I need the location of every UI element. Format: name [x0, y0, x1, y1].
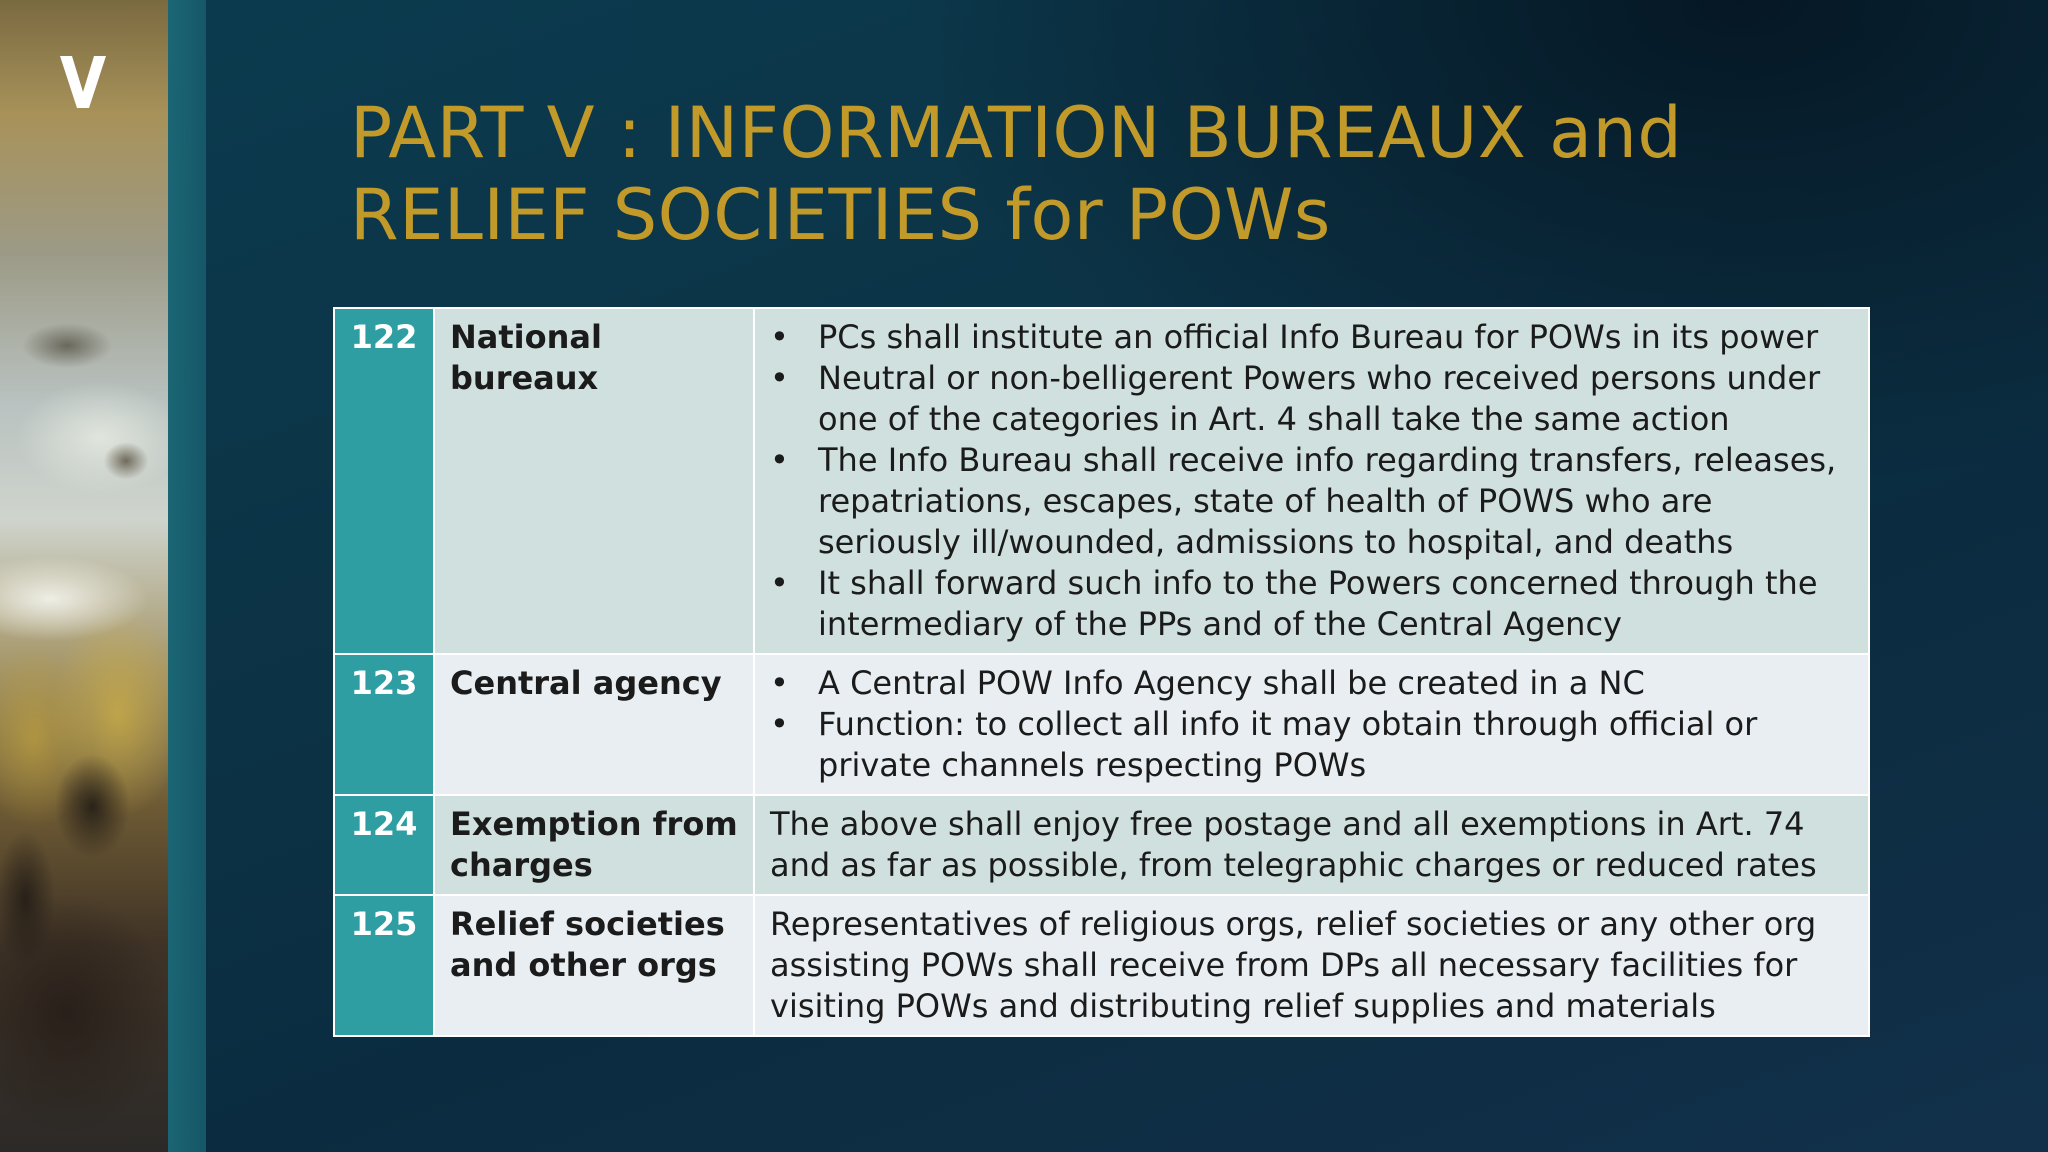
v-logo-svg — [58, 52, 108, 112]
article-number: 125 — [334, 895, 434, 1036]
bullet-item: • Function: to collect all info it may obtain through official or private channels respecting POWs — [770, 704, 1853, 786]
table-row-125 — [334, 895, 1869, 1036]
side-painting-image — [0, 0, 168, 1152]
article-topic: Central agency — [434, 654, 754, 795]
article-topic: Relief societies and other orgs — [434, 895, 754, 1036]
article-description — [754, 308, 1869, 654]
article-topic: National bureaux — [434, 308, 754, 654]
article-description — [754, 795, 1869, 895]
slide-title — [350, 92, 1910, 256]
table-row-122 — [334, 308, 1869, 654]
bullet-item: • It shall forward such info to the Powers concerned through the intermediary of the PPs and of the Central Agency — [770, 563, 1853, 645]
article-topic: Exemption from charges — [434, 795, 754, 895]
bullet-list — [770, 663, 1853, 786]
article-number: 122 — [334, 308, 434, 654]
bullet-item: • PCs shall institute an official Info Bureau for POWs in its power — [770, 317, 1853, 358]
table-row-124 — [334, 795, 1869, 895]
articles-table — [333, 307, 1870, 1037]
bullet-list — [770, 317, 1853, 645]
article-number: 124 — [334, 795, 434, 895]
painting-shading — [0, 0, 168, 1152]
bullet-item: • A Central POW Info Agency shall be created in a NC — [770, 663, 1853, 704]
bullet-item: • The Info Bureau shall receive info regarding transfers, releases, repatriations, escapes, state of health of POWS who are seriously ill/wounded, admissions to hospital, and deaths — [770, 440, 1853, 563]
description-text: The above shall enjoy free postage and all exemptions in Art. 74 and as far as possible, from telegraphic charges or reduced rates — [770, 805, 1817, 884]
description-text: Representatives of religious orgs, relief societies or any other org assisting POWs shall receive from DPs all necessary facilities for visiting POWs and distributing relief supplies and materials — [770, 905, 1817, 1025]
v-logo-icon — [58, 52, 108, 112]
table-row-123 — [334, 654, 1869, 795]
side-accent-strip — [168, 0, 206, 1152]
bullet-item: • Neutral or non-belligerent Powers who received persons under one of the categories in Art. 4 shall take the same action — [770, 358, 1853, 440]
article-description — [754, 895, 1869, 1036]
article-number: 123 — [334, 654, 434, 795]
slide-title-line-1: PART V : INFORMATION BUREAUX and — [350, 92, 1683, 174]
slide-title-line-2: RELIEF SOCIETIES for POWs — [350, 174, 1331, 256]
article-description — [754, 654, 1869, 795]
